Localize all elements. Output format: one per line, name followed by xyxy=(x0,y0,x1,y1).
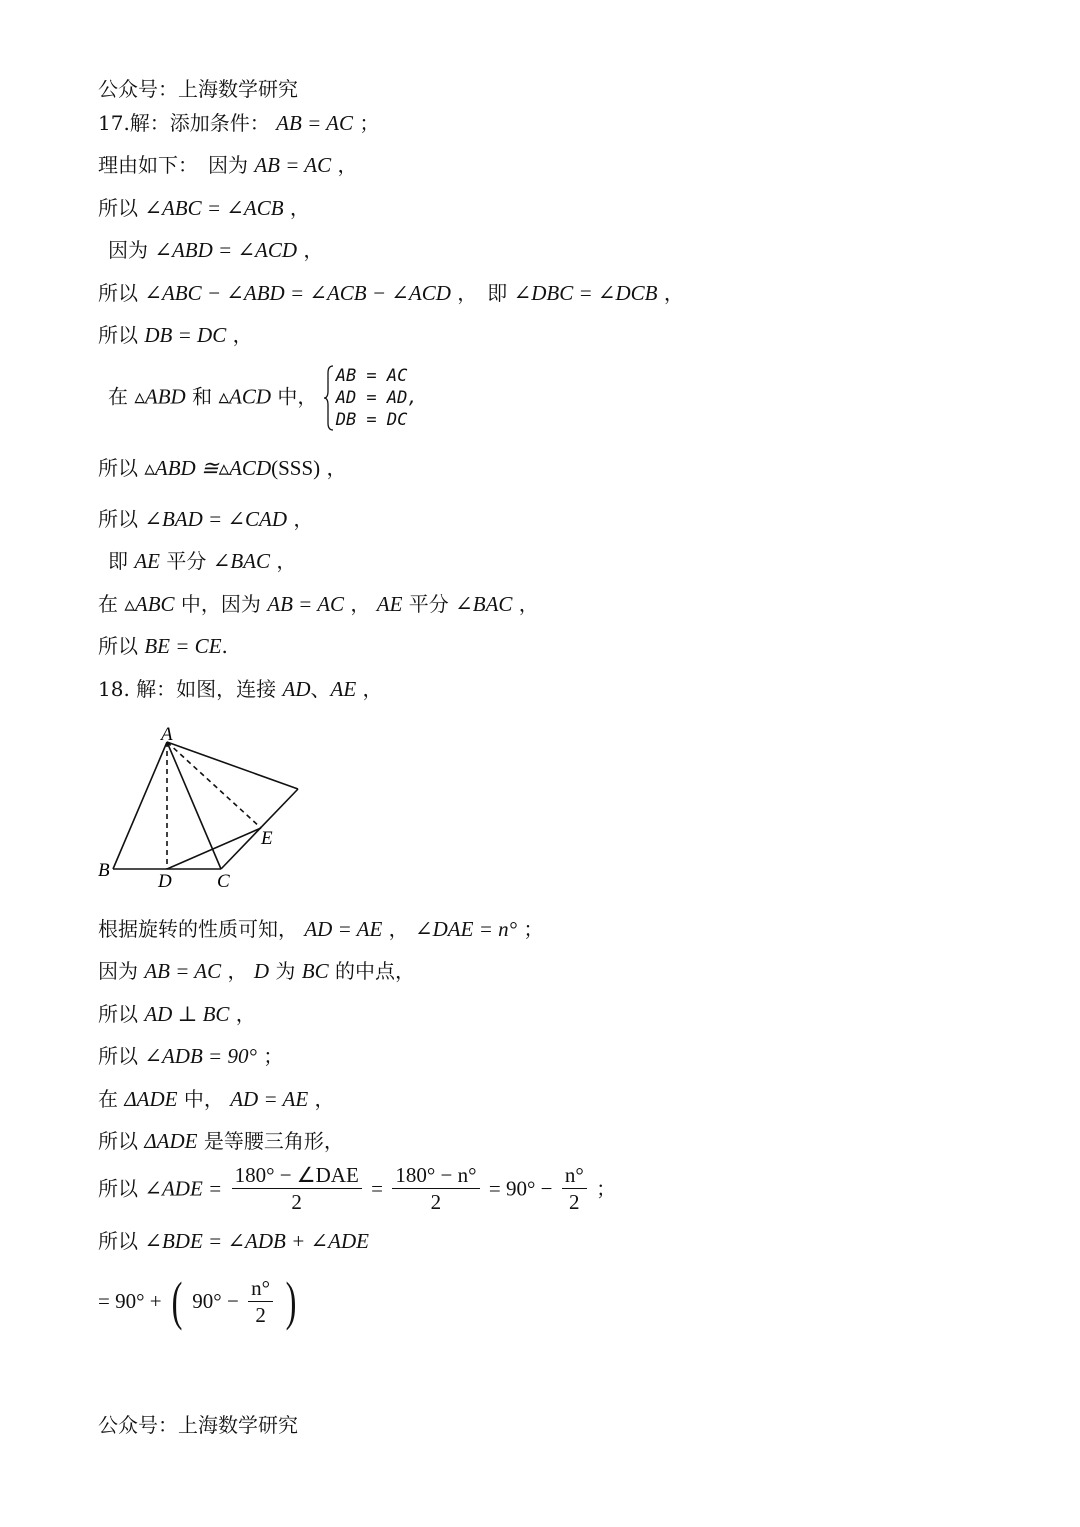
left-paren: ( xyxy=(171,1271,183,1331)
text: 所以 xyxy=(98,634,138,658)
text: 因为 xyxy=(98,959,138,983)
p18-line-8 xyxy=(98,1162,616,1215)
text: 和 xyxy=(192,384,213,409)
math: ∠BAD = ∠CAD xyxy=(144,507,288,531)
text: 理由如下： 因为 xyxy=(98,153,248,177)
p18-line-6 xyxy=(98,1086,335,1112)
p18-line-5 xyxy=(98,1043,283,1069)
denominator: 2 xyxy=(291,1190,302,1214)
text: 平分 xyxy=(408,592,449,616)
text: 在 xyxy=(98,592,118,616)
math: AB = AC xyxy=(276,111,353,135)
p18-line-2 xyxy=(98,916,543,942)
numerator: 180° − n° xyxy=(392,1162,479,1189)
system-row-2: AD = AD, xyxy=(335,388,418,408)
math: ∠ABC − ∠ABD = ∠ACB − ∠ACD xyxy=(144,281,451,305)
right-paren: ) xyxy=(286,1271,297,1331)
text: ， xyxy=(337,153,358,177)
math: ▵ACD xyxy=(218,384,271,409)
text: ， xyxy=(314,1087,335,1111)
system-row-3: DB = DC xyxy=(335,410,408,430)
text: ， xyxy=(350,592,371,616)
math: AE xyxy=(376,592,403,616)
math: ∠BDE = ∠ADB + ∠ADE xyxy=(144,1229,369,1253)
math: AB = AC xyxy=(254,153,332,177)
page-header: 公众号：上海数学研究 xyxy=(98,77,298,101)
text: 为 xyxy=(275,959,296,983)
text: 在 xyxy=(108,384,128,409)
math: ∠DBC = ∠DCB xyxy=(513,281,658,305)
text: ， xyxy=(326,456,347,480)
text: ， xyxy=(235,1002,256,1026)
text: 即 xyxy=(108,549,128,573)
text: 平分 xyxy=(166,549,207,573)
math: ∠ADE = xyxy=(144,1176,223,1201)
text: ， 即 xyxy=(457,281,508,305)
text: 所以 xyxy=(98,1002,138,1026)
math: ∠DAE = n° xyxy=(415,917,518,941)
text: 所以 xyxy=(98,196,138,220)
math: AD = AE xyxy=(230,1087,309,1111)
text: 因为 xyxy=(108,238,148,262)
text: 所以 xyxy=(98,1044,138,1068)
text: 中， xyxy=(277,384,318,409)
text: ， xyxy=(232,323,253,347)
math: = xyxy=(371,1176,383,1201)
text: ； xyxy=(359,111,380,135)
segment-ac xyxy=(167,742,221,869)
text: 所以 xyxy=(98,281,138,305)
math: = 90° − xyxy=(488,1176,553,1201)
math: AD = AE xyxy=(304,917,383,941)
p17-line-12 xyxy=(98,633,228,659)
math: ∠BAC xyxy=(212,549,270,573)
text: ， xyxy=(518,592,539,616)
p17-line-6 xyxy=(98,322,253,348)
p18-line-4 xyxy=(98,1001,256,1027)
fraction-3 xyxy=(562,1162,587,1215)
text: 所以 xyxy=(98,1229,138,1253)
segment-de xyxy=(167,828,261,869)
math: = 90° + xyxy=(98,1289,162,1313)
fraction-2 xyxy=(392,1162,479,1215)
text: ； xyxy=(263,1044,284,1068)
geometry-figure xyxy=(96,722,316,892)
p17-line-2 xyxy=(98,152,358,178)
label-b: B xyxy=(98,860,110,881)
math: ΔADE xyxy=(144,1129,198,1153)
denominator: 2 xyxy=(430,1190,442,1214)
text: ， xyxy=(276,549,297,573)
math: ΔADE xyxy=(124,1087,178,1111)
math: AE xyxy=(134,549,161,573)
p17-line-3 xyxy=(98,195,310,221)
text: ， xyxy=(303,238,324,262)
math: AD ⊥ BC xyxy=(144,1002,230,1026)
math: ∠ADB = 90° xyxy=(144,1044,257,1068)
text: 中， xyxy=(183,1087,224,1111)
math: ∠ABC = ∠ACB xyxy=(144,196,284,220)
p18-line-7 xyxy=(98,1128,344,1154)
text: ， xyxy=(362,677,383,701)
p17-line-11 xyxy=(98,591,539,617)
left-brace-icon xyxy=(324,365,334,431)
p17-line-7 xyxy=(108,365,418,431)
p17-line-1 xyxy=(98,110,379,136)
text: ， xyxy=(293,507,314,531)
text: ， xyxy=(289,196,310,220)
math: AE xyxy=(330,677,357,701)
label-c: C xyxy=(217,871,230,892)
text: 所以 xyxy=(98,323,138,347)
segment-a-f xyxy=(167,742,298,789)
label-e: E xyxy=(261,828,273,849)
equation-system xyxy=(324,365,418,431)
text: 根据旋转的性质可知， xyxy=(98,917,298,941)
math: BC xyxy=(301,959,329,983)
p17-line-8 xyxy=(98,455,347,481)
text: 所以 xyxy=(98,1176,138,1201)
p17-line-4 xyxy=(108,237,323,263)
fraction-4 xyxy=(248,1275,273,1328)
math: ▵ABD ≅▵ACD xyxy=(144,456,272,480)
p17-line-10 xyxy=(108,548,296,574)
math: D xyxy=(253,959,270,983)
system-row-1: AB = AC xyxy=(335,366,408,386)
math: DB = DC xyxy=(144,323,227,347)
text: ； xyxy=(523,917,544,941)
text: 18. 解：如图，连接 xyxy=(98,677,277,701)
text: 17.解：添加条件： xyxy=(98,111,270,135)
numerator: 180° − ∠DAE xyxy=(232,1162,362,1189)
text: . xyxy=(221,634,228,658)
page-footer: 公众号：上海数学研究 xyxy=(98,1413,298,1437)
text: 所以 xyxy=(98,507,138,531)
text: ， xyxy=(227,959,248,983)
p18-line-9 xyxy=(98,1228,369,1254)
math: AB = AC xyxy=(267,592,345,616)
p17-line-5 xyxy=(98,280,684,306)
p18-line-10 xyxy=(98,1271,300,1331)
p18-line-3 xyxy=(98,958,415,984)
segment-ae-dashed xyxy=(167,742,261,828)
denominator: 2 xyxy=(569,1190,580,1214)
text: 、 xyxy=(310,677,331,701)
math: ▵ABD xyxy=(134,384,186,409)
math: (SSS) xyxy=(271,456,321,480)
label-a: A xyxy=(161,724,173,745)
segment-ab xyxy=(113,742,167,869)
denominator: 2 xyxy=(255,1302,266,1327)
math: ▵ABC xyxy=(124,592,175,616)
p17-line-9 xyxy=(98,506,313,532)
text: 是等腰三角形， xyxy=(203,1129,344,1153)
text: 所以 xyxy=(98,1129,138,1153)
text: 中，因为 xyxy=(180,592,261,616)
numerator: n° xyxy=(562,1162,587,1189)
text: 所以 xyxy=(98,456,138,480)
fraction-1 xyxy=(232,1162,362,1215)
label-d: D xyxy=(158,871,172,892)
text: 在 xyxy=(98,1087,118,1111)
p18-line-1 xyxy=(98,676,383,702)
text: ； xyxy=(596,1176,617,1201)
text: ， xyxy=(663,281,684,305)
math: ∠BAC xyxy=(455,592,513,616)
math: BE = CE xyxy=(144,634,222,658)
math: AB = AC xyxy=(144,959,222,983)
math: AD xyxy=(282,677,311,701)
math: ∠ABD = ∠ACD xyxy=(154,238,298,262)
text: 的中点， xyxy=(334,959,415,983)
math: 90° − xyxy=(192,1289,239,1313)
numerator: n° xyxy=(248,1275,273,1302)
text: ， xyxy=(388,917,409,941)
